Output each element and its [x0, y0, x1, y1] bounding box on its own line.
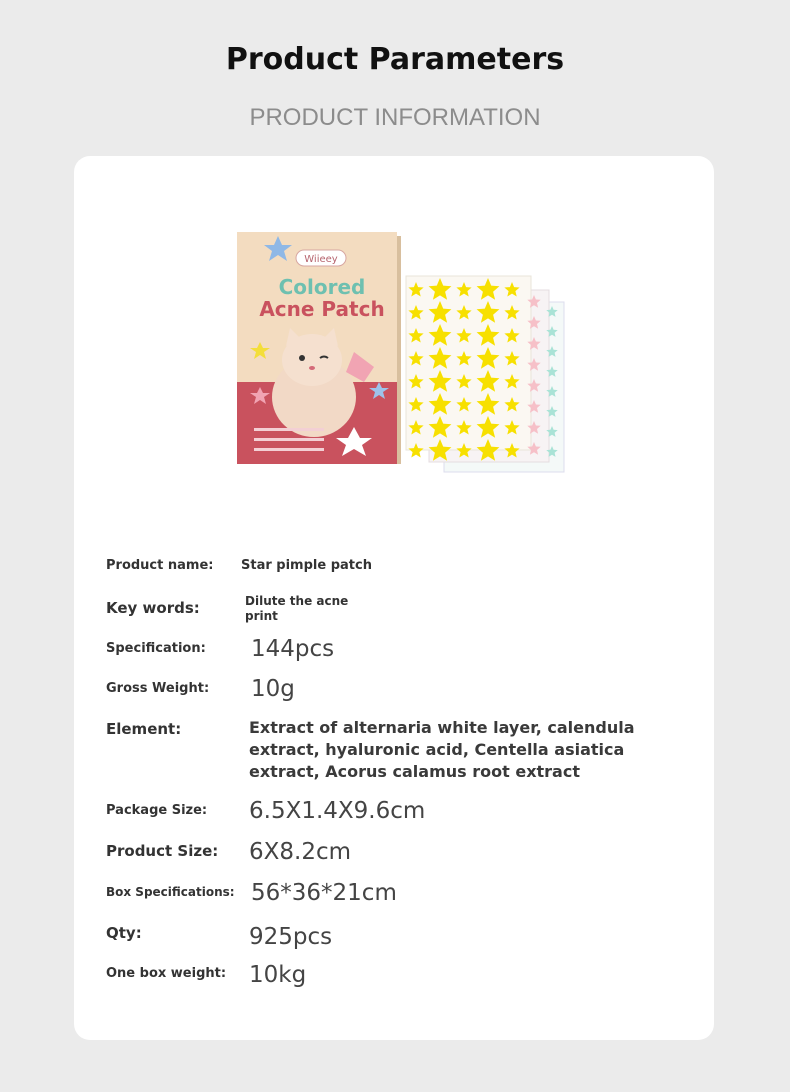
param-label: Box Specifications: [106, 885, 235, 899]
param-row-product-name [106, 558, 686, 582]
product-image [234, 232, 574, 482]
param-value: Dilute the acne print [245, 594, 349, 623]
param-row-one-box-weight [106, 962, 686, 996]
param-value: 56*36*21cm [251, 880, 397, 906]
param-value: 925pcs [249, 924, 333, 950]
param-row-gross-weight [106, 676, 686, 711]
param-label: Specification: [106, 641, 206, 656]
param-label: Gross Weight: [106, 681, 210, 696]
parameters-card [74, 156, 714, 1040]
param-row-product-size [106, 839, 686, 872]
param-label: Qty: [106, 924, 142, 942]
param-row-package-size [106, 798, 686, 833]
param-label: Key words: [106, 599, 200, 617]
param-value: 10kg [249, 962, 307, 988]
param-row-box-specifications [106, 880, 686, 915]
param-value: 10g [251, 676, 295, 702]
param-label: Product name: [106, 558, 214, 573]
box-brand: Wiieey [304, 254, 338, 265]
box-line2: Acne Patch [259, 297, 385, 321]
param-value: Extract of alternaria white layer, calendula extract, hyaluronic acid, Centella asiatica extract, Acorus calamus root extract [249, 718, 635, 781]
page-title: Product Parameters [225, 42, 565, 77]
param-value: Star pimple patch [241, 558, 372, 573]
param-value: 6.5X1.4X9.6cm [249, 798, 426, 824]
param-label: Package Size: [106, 803, 208, 818]
param-label: Element: [106, 720, 182, 738]
param-value: 6X8.2cm [249, 839, 352, 865]
page-subtitle: PRODUCT INFORMATION [249, 104, 541, 131]
param-row-specification [106, 636, 686, 671]
param-value: 144pcs [251, 636, 335, 662]
param-row-element [106, 720, 686, 792]
param-label: One box weight: [106, 966, 227, 981]
param-row-key-words [106, 594, 686, 629]
box-line1: Colored [278, 275, 366, 299]
param-row-qty [106, 924, 686, 954]
param-label: Product Size: [106, 842, 219, 860]
